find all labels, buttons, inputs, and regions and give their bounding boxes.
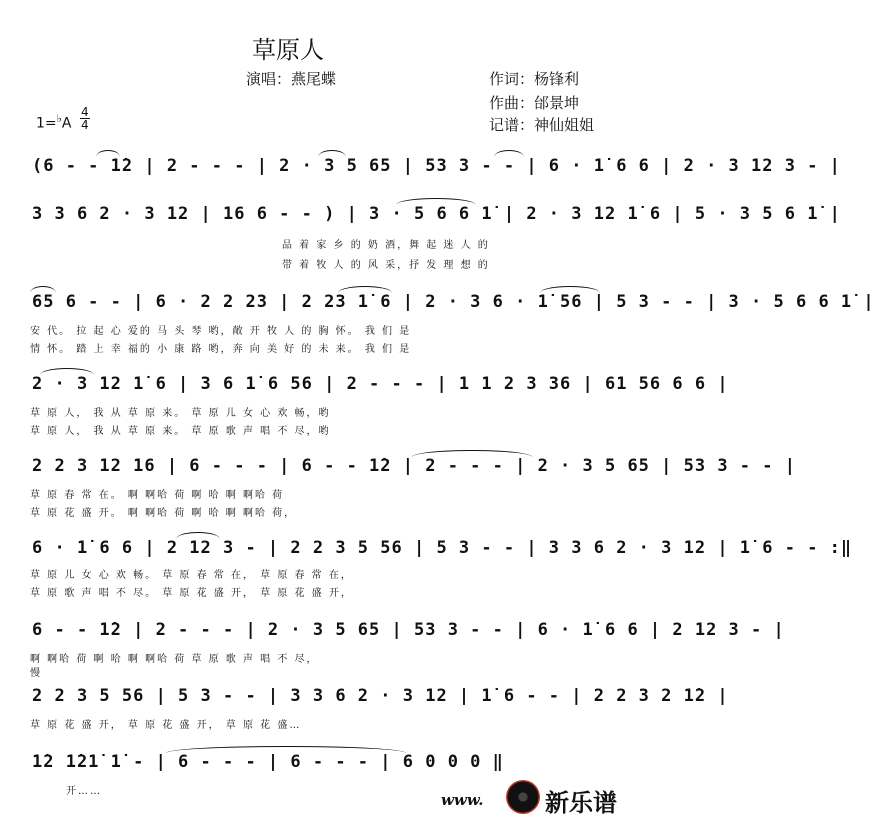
lyric-row-2-verse-2: 带 着 牧 人 的 风 采，抒 发 理 想 的 <box>282 260 490 271</box>
slur-mark <box>396 198 476 205</box>
key-prefix: 1= <box>36 115 57 132</box>
key-note: A <box>61 115 72 132</box>
slur-mark <box>540 286 600 293</box>
notation-row-2: 3 3 6 2 · 3 12 | 16 6 - - ) | 3 · 5 6 6 1̇ | 2 · 3 12 1̇ 6 | 5 · 3 5 6 1̇ | <box>32 204 841 224</box>
lyric-row-4-verse-2: 草 原 人， 我 从 草 原 来。 草 原 歌 声 唱 不 尽，哟 <box>30 426 331 437</box>
composer-credit: 作曲：邰景坤 <box>489 94 580 112</box>
slur-mark <box>318 150 346 157</box>
slur-mark <box>40 368 94 375</box>
time-signature <box>80 106 90 131</box>
time-numerator: 4 <box>81 105 89 119</box>
transcriber-credit: 记谱：神仙姐姐 <box>489 116 595 134</box>
key-signature <box>36 112 71 132</box>
watermark-brand: 新乐谱 <box>545 789 617 817</box>
lyric-row-9: 开…… <box>66 786 102 797</box>
notation-row-8: 2 2 3 5 56 | 5 3 - - | 3 3 6 2 · 3 12 | 1̇ 6 - - | 2 2 3 2 1̇2 | <box>32 686 729 706</box>
slur-mark <box>494 150 524 157</box>
lyric-row-6-verse-2: 草 原 歌 声 唱 不 尽。 草 原 花 盛 开， 草 原 花 盛 开， <box>30 588 353 599</box>
slur-mark <box>176 532 220 539</box>
singer-credit: 演唱：燕尾蝶 <box>246 70 337 88</box>
flat-sign: ♭ <box>56 112 62 125</box>
watermark-url: www. <box>441 791 484 809</box>
lyric-row-4-verse-1: 草 原 人， 我 从 草 原 来。 草 原 儿 女 心 欢 畅，哟 <box>30 408 331 419</box>
vinyl-disc-icon <box>506 780 540 814</box>
site-watermark <box>441 777 643 819</box>
time-denominator: 4 <box>81 118 89 132</box>
notation-row-7: 6 - - 1̇2 | 2 - - - | 2 · 3 5 65 | 53 3 - - | 6 · 1̇ 6 6 | 2 12 3 - | <box>32 620 785 640</box>
lyric-row-6-verse-1: 草 原 儿 女 心 欢 畅。 草 原 春 常 在， 草 原 春 常 在， <box>30 570 353 581</box>
slur-mark <box>96 150 120 157</box>
lyric-row-3-verse-2: 情 怀。 踏 上 幸 福的 小 康 路 哟，奔 向 美 好 的 未 来。 我 们 是 <box>30 344 412 355</box>
notation-row-4: 2 · 3 12 1̇ 6 | 3 6 1̇ 6 56 | 2 - - - | 1 1 2 3 36 | 61 56 6 6 | <box>32 374 729 394</box>
song-title: 草原人 <box>252 36 324 64</box>
lyric-row-2-verse-1: 品 着 家 乡 的 奶 酒，舞 起 迷 人 的 <box>282 240 490 251</box>
notation-row-1: (6 - - 1̇2 | 2 - - - | 2 · 3 5 65 | 53 3 - - | 6 · 1̇ 6 6 | 2 · 3 12 3 - | <box>32 156 841 176</box>
slur-mark <box>412 450 532 457</box>
lyric-row-5-verse-2: 草 原 花 盛 开。 啊 啊哈 荷 啊 哈 啊 啊哈 荷， <box>30 508 297 519</box>
notation-row-3: 65 6 - - | 6 · 2 2 23 | 2 23 1̇ 6 | 2 · 3 6 · 1̇ 56 | 5 3 - - | 3 · 5 6 6 1̇ | <box>32 292 875 312</box>
lyric-row-7-verse-1: 啊 啊哈 荷 啊 哈 啊 啊哈 荷 草 原 歌 声 唱 不 尽， <box>30 654 319 665</box>
notation-row-6: 6 · 1̇ 6 6 | 2 12 3 - | 2 2 3 5 56 | 5 3 - - | 3 3 6 2 · 3 12 | 1̇ 6 - - :‖ <box>32 538 853 558</box>
slur-mark <box>338 286 392 293</box>
lyricist-credit: 作词：杨锋利 <box>489 70 580 88</box>
lyric-row-3-verse-1: 安 代。 拉 起 心 爱的 马 头 琴 哟，敞 开 牧 人 的 胸 怀。 我 们 是 <box>30 326 412 337</box>
slur-mark <box>166 746 406 753</box>
lyric-row-8: 草 原 花 盛 开， 草 原 花 盛 开， 草 原 花 盛… <box>30 720 302 731</box>
slur-mark <box>30 286 56 293</box>
notation-row-5: 2 2 3 12 16 | 6 - - - | 6 - - 1̇2 | 2 - - - | 2 · 3 5 65 | 53 3 - - | <box>32 456 796 476</box>
lyric-row-5-verse-1: 草 原 春 常 在。 啊 啊哈 荷 啊 哈 啊 啊哈 荷 <box>30 490 285 501</box>
notation-row-9: 1̇2 1̇21̇ 1̇ - | 6 - - - | 6 - - - | 6 0 0 0 ‖ <box>32 752 504 772</box>
tempo-mark-row-7: 慢 <box>30 668 42 679</box>
